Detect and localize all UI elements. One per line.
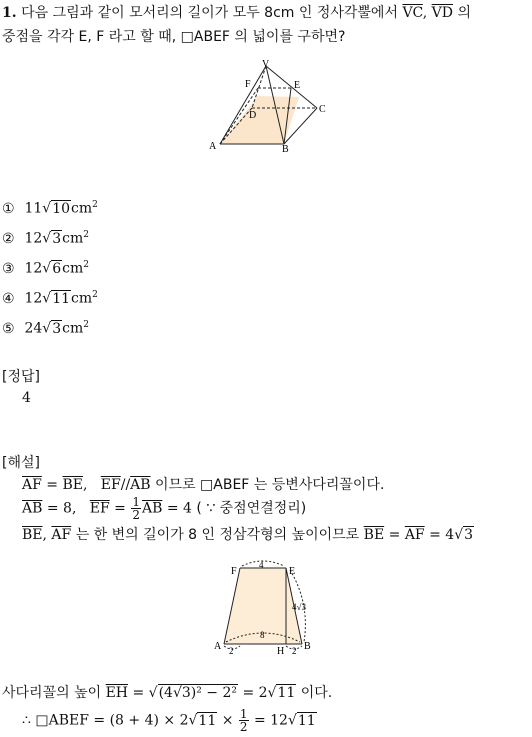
seg-af: $\overline{AF}$ [51,527,72,543]
seg-ef: $\overline{EF}$ [100,477,121,493]
option-3-radicand: 6 [52,260,62,277]
area-formula: □ABEF = (8 + 4) × 2 [35,712,189,729]
label-a: A [209,141,217,152]
radicand-11: 11 [277,685,296,701]
fraction-numerator: 1 [239,707,248,721]
seg-be: $\overline{BE}$ [62,477,83,493]
fraction-numerator: 1 [132,495,140,509]
seg-af: $\overline{AF}$ [404,527,425,543]
option-3-number: ③ [2,260,15,277]
eq-sign: = [46,477,59,493]
answer-label: [정답] [2,369,40,385]
area-result: = 12 [253,712,288,729]
label-e: E [294,80,301,91]
question-text-1-end: 의 [457,5,471,21]
option-5-coef: 24 [24,320,43,337]
label-c: C [319,104,326,115]
sentence-end: 이다. [300,685,333,701]
radicand-11: 11 [297,712,316,729]
option-5-unit: cm [62,320,84,337]
comma: , [422,5,428,21]
option-5-exp: 2 [83,320,89,330]
parallel-sign: // [120,477,131,493]
option-5-radicand: 3 [52,320,62,337]
explanation-line-3: $\overline{BE}$, $\overline{AF}$ 는 한 변의 길이가 8 인 정삼각형의 높이이므로 $\overline{BE} = \overline{AF} = 4√3$ [22,527,474,543]
option-1-number: ① [2,200,15,217]
eq-sign: = [388,527,401,543]
option-2[interactable]: ② $12√3cm^2$ [2,230,89,247]
trapezoid-height-text: 사다리꼴의 높이 [2,685,102,701]
label-v: V [262,59,270,70]
option-2-unit: cm [62,230,84,247]
question-line-1 [2,2,471,22]
option-1-coef: 11 [24,200,43,217]
label-bottom-length: 8 [260,630,265,640]
option-3[interactable]: ③ $12√6cm^2$ [2,260,89,277]
answer-value: 4 [22,390,31,406]
segment-vc: $\overline{VC}$ [402,5,423,21]
option-5-number: ⑤ [2,320,15,337]
option-3-unit: cm [62,260,84,277]
label-f: F [245,79,251,90]
question-line-2: 중점을 각각 E, F 라고 할 때, □ABEF 의 넓이를 구하면? [2,29,346,45]
explanation-line-4: 사다리꼴의 높이 $\overline{EH} = √(4√3)^2 - 2^2 = 2√11$ 이다. [2,685,333,701]
trapezoid-figure [210,558,322,658]
option-2-number: ② [2,230,15,247]
question-text-1: 다음 그림과 같이 모서리의 길이가 모두 8cm 인 정사각뿔에서 [21,5,398,21]
radicand-3: 3 [464,527,474,543]
value-4: = 4 [429,527,455,543]
option-1-exp: 2 [92,200,98,210]
label-left-2: 2 [229,646,234,656]
option-4-radicand: 11 [52,290,71,307]
label-top-length: 4 [259,560,264,570]
midpoint-theorem-note: ( ∵ 중점연결정리) [196,500,307,517]
eq-sign: = [114,500,126,517]
option-1-unit: cm [71,200,93,217]
seg-be: $\overline{BE}$ [363,527,385,543]
label-d: D [249,110,257,121]
eq-sign: = [132,685,145,701]
value-4: = 4 [166,500,192,517]
explanation-line-2 [22,496,306,521]
option-1-radicand: 10 [52,200,71,217]
label-b: B [304,641,311,652]
label-right-2: 2 [292,646,297,656]
seg-ab: $\overline{AB}$ [141,500,163,517]
explanation-label: [해설] [2,455,40,471]
option-2-exp: 2 [83,230,89,240]
seg-be: $\overline{BE}$ [22,527,43,543]
pyramid-figure [205,58,330,153]
option-5[interactable]: ⑤ $24√3cm^2$ [2,320,89,337]
seg-eh: $\overline{EH}$ [105,685,129,701]
explanation-line-1: $\overline{AF} = \overline{BE}$, $\overline{EF}//\overline{AB}$ 이므로 □ABEF 는 등변사다리꼴이다. [22,477,385,493]
height-radicand: (4√3)² − 2² [158,685,237,701]
fraction-half [239,708,249,733]
option-2-coef: 12 [24,230,43,247]
label-b: B [282,144,289,153]
explanation-line-5: ∴ □ABEF = (8 + 4) × 2√11 × $\frac{1}{2}$ = 12√11 [22,707,316,734]
question-number: 1. [2,5,17,21]
value-8: = 8, [46,500,77,517]
option-4-exp: 2 [92,290,98,300]
radicand-11: 11 [198,712,217,729]
seg-ab: $\overline{AB}$ [22,500,43,517]
label-h: H [277,646,285,657]
option-1[interactable]: ① $11√10cm^2$ [2,200,98,217]
option-3-coef: 12 [24,260,43,277]
seg-af: $\overline{AF}$ [22,477,42,493]
times-sign: × [221,712,234,729]
option-4-number: ④ [2,290,15,307]
option-2-radicand: 3 [52,230,62,247]
explanation-text-3: 는 한 변의 길이가 8 인 정삼각형의 높이이므로 [75,527,360,543]
fraction-denominator: 2 [239,720,248,734]
label-a: A [214,641,222,652]
comma: , [42,527,47,543]
therefore-sign: ∴ [22,712,31,729]
explanation-text-1: 이므로 □ABEF 는 등변사다리꼴이다. [155,477,385,493]
label-side-length: 4√3 [292,602,306,612]
fraction-half [131,496,141,521]
result-2: = 2 [242,685,268,701]
seg-ab: $\overline{AB}$ [130,477,151,493]
label-e: E [289,566,296,577]
option-4-unit: cm [71,290,93,307]
seg-ef: $\overline{EF}$ [89,500,110,517]
segment-vd: $\overline{VD}$ [431,5,454,21]
option-3-exp: 2 [83,260,89,270]
option-4[interactable]: ④ $12√11cm^2$ [2,290,98,307]
label-f: F [231,566,237,577]
fraction-denominator: 2 [132,508,140,522]
option-4-coef: 12 [24,290,43,307]
